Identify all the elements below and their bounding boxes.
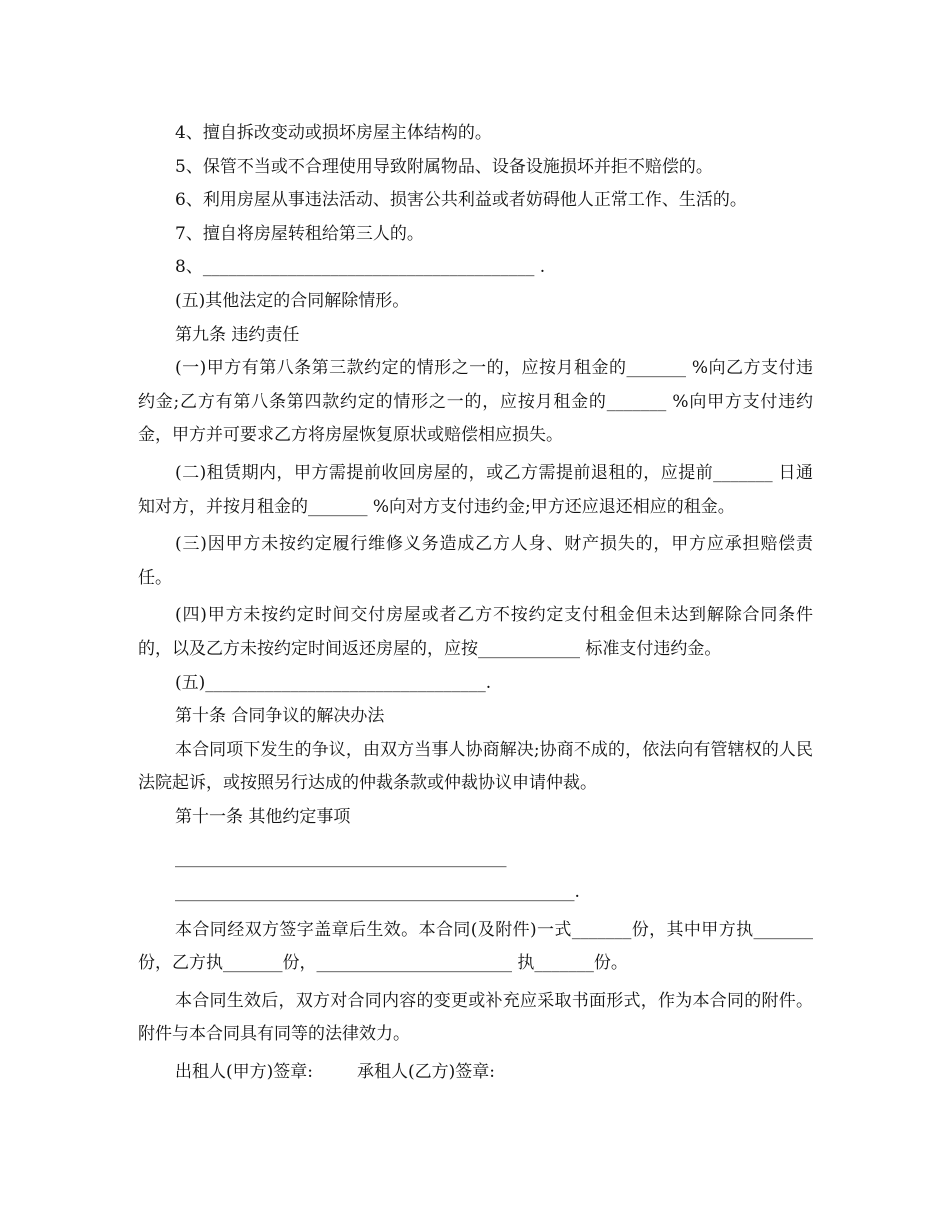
article-11-title: 第十一条 其他约定事项 [175, 806, 351, 827]
effect-paragraph: 本合同经双方签字盖章后生效。本合同(及附件)一式_______份，其中甲方执_______份，乙方执_______份，_______________________ 执_______份。 [138, 919, 813, 974]
other-terms-blank-2: _______________________________________________. [175, 882, 580, 903]
signature-line [138, 1056, 813, 1090]
document-body [138, 117, 813, 1090]
lessor-signature-label: 出租人(甲方)签章: [175, 1062, 313, 1083]
clause-other-termination: (五)其他法定的合同解除情形。 [175, 290, 410, 311]
article-9-para-3: (三)因甲方未按约定履行维修义务造成乙方人身、财产损失的，甲方应承担赔偿责任。 [138, 534, 813, 588]
clause-line-5: 5、保管不当或不合理使用导致附属物品、设备设施损坏并拒不赔偿的。 [175, 156, 713, 177]
lessee-signature-label: 承租人(乙方)签章: [357, 1062, 495, 1083]
article-10-title: 第十条 合同争议的解决办法 [175, 706, 385, 727]
clause-line-6: 6、利用房屋从事违法活动、损害公共利益或者妨碍他人正常工作、生活的。 [175, 190, 747, 211]
article-10-para: 本合同项下发生的争议，由双方当事人协商解决;协商不成的，依法向有管辖权的人民法院起诉，或按照另行达成的仲裁条款或仲裁协议申请仲裁。 [138, 739, 813, 794]
article-9-para-2: (二)租赁期内，甲方需提前收回房屋的，或乙方需提前退租的，应提前_______ 日通知对方，并按月租金的_______ %向对方支付违约金;甲方还应退还相应的租金。 [138, 462, 813, 517]
clause-line-4: 4、擅自拆改变动或损坏房屋主体结构的。 [175, 123, 492, 143]
other-terms-blank-1: _______________________________________ [175, 848, 507, 869]
clause-line-7: 7、擅自将房屋转租给第三人的。 [175, 223, 424, 244]
clause-line-8: 8、_______________________________________ . [175, 257, 546, 278]
article-9-para-5: (五)_________________________________. [175, 672, 492, 693]
article-9-title: 第九条 违约责任 [175, 324, 300, 345]
article-9-para-4: (四)甲方未按约定时间交付房屋或者乙方不按约定支付租金但未达到解除合同条件的，以及乙方未按约定时间返还房屋的，应按____________ 标准支付违约金。 [138, 605, 813, 659]
article-9-para-1: (一)甲方有第八条第三款约定的情形之一的，应按月租金的_______ %向乙方支付违约金;乙方有第八条第四款约定的情形之一的，应按月租金的_______ %向甲方支付违约金，甲方并可要求乙方将房屋恢复原状或赔偿相应损失。 [138, 358, 813, 446]
amendment-paragraph: 本合同生效后，双方对合同内容的变更或补充应采取书面形式，作为本合同的附件。附件与本合同具有同等的法律效力。 [138, 990, 813, 1045]
